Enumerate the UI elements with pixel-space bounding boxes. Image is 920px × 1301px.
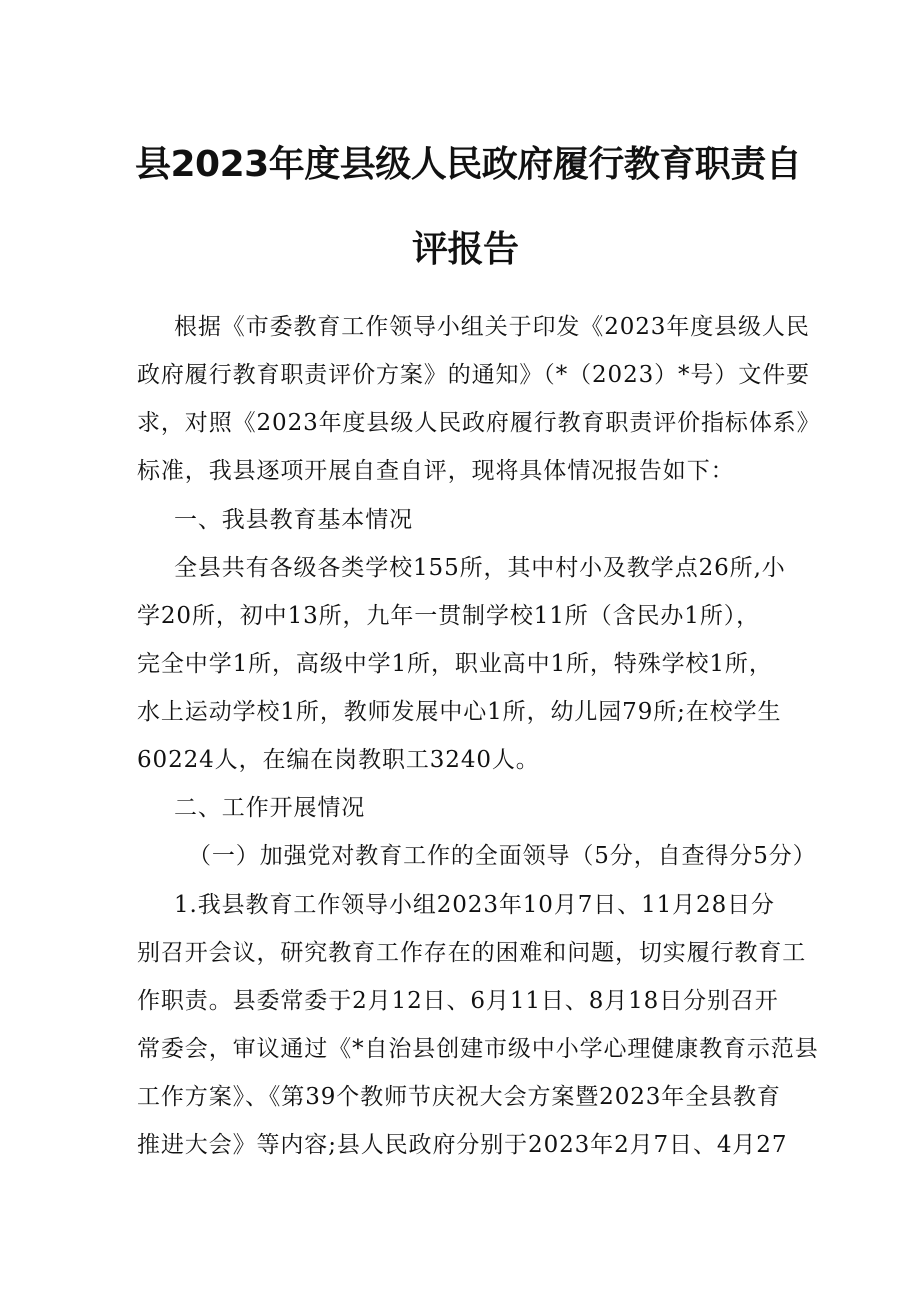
intro-paragraph-line: 政府履行教育职责评价方案》的通知》（*（2023）*号）文件要 — [137, 362, 810, 388]
subsection-heading-party-leadership: （一）加强党对教育工作的全面领导（5分，自查得分5分） — [188, 843, 817, 869]
work-progress-line: 作职责。县委常委于2月12日、6月11日、8月18日分别召开 — [137, 988, 779, 1014]
section-heading-basic-situation: 一、我县教育基本情况 — [174, 507, 413, 533]
intro-paragraph-line: 标准，我县逐项开展自查自评，现将具体情况报告如下： — [137, 458, 735, 484]
work-progress-line: 常委会，审议通过《*自治县创建市级中小学心理健康教育示范县 — [137, 1036, 819, 1062]
document-title-line-2: 评报告 — [412, 229, 519, 270]
basic-situation-line: 完全中学1所，高级中学1所，职业高中1所，特殊学校1所， — [137, 651, 773, 677]
section-heading-work-progress: 二、工作开展情况 — [174, 795, 366, 821]
work-progress-line: 1.我县教育工作领导小组2023年10月7日、11月28日分 — [174, 892, 775, 918]
basic-situation-line: 60224人，在编在岗教职工3240人。 — [137, 747, 540, 773]
work-progress-line: 工作方案》、《第39个教师节庆祝大会方案暨2023年全县教育 — [137, 1084, 781, 1110]
intro-paragraph-line: 求，对照《2023年度县级人民政府履行教育职责评价指标体系》 — [137, 410, 821, 436]
work-progress-line: 推进大会》等内容;县人民政府分别于2023年2月7日、4月27 — [137, 1132, 788, 1158]
basic-situation-line: 学20所，初中13所，九年一贯制学校11所（含民办1所）， — [137, 603, 761, 629]
work-progress-line: 别召开会议，研究教育工作存在的困难和问题，切实履行教育工 — [137, 940, 807, 966]
basic-situation-line: 全县共有各级各类学校155所，其中村小及教学点26所,小 — [174, 555, 786, 581]
basic-situation-line: 水上运动学校1所，教师发展中心1所，幼儿园79所;在校学生 — [137, 699, 782, 725]
intro-paragraph-line: 根据《市委教育工作领导小组关于印发《2023年度县级人民 — [174, 314, 810, 340]
document-title-line-1: 县2023年度县级人民政府履行教育职责自 — [135, 144, 802, 185]
